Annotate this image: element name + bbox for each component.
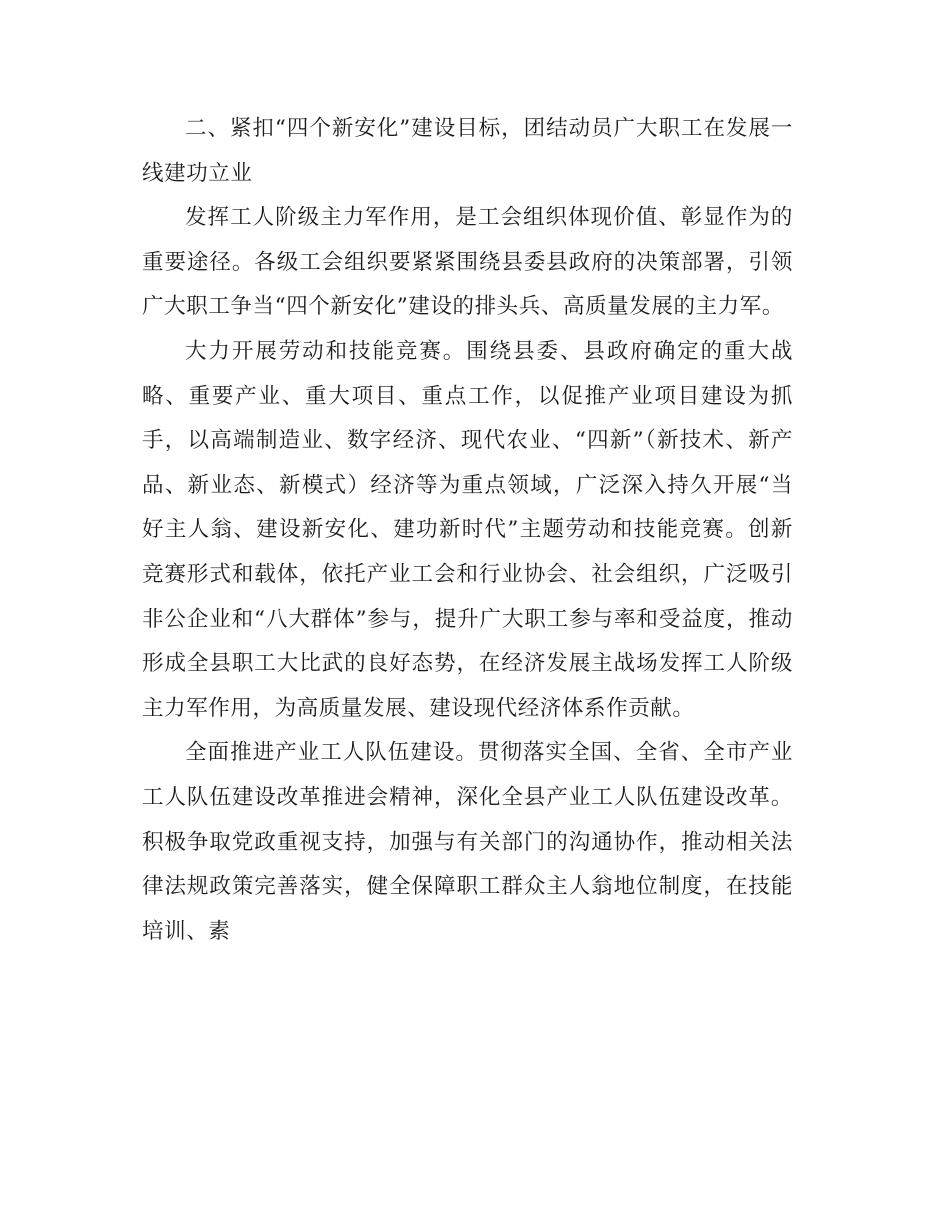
paragraph-labor-competition: 大力开展劳动和技能竞赛。围绕县委、县政府确定的重大战略、重要产业、重大项目、重点工作，以促推产业项目建设为抓手，以高端制造业、数字经济、现代农业、“四新”（新技术、新产品、新业态、新模式）经济等为重点领域，广泛深入持久开展“当好主人翁、建设新安化、建功新时代”主题劳动和技能竞赛。创新竞赛形式和载体，依托产业工会和行业协会、社会组织，广泛吸引非公企业和“八大群体”参与，提升广大职工参与率和受益度，推动形成全县职工大比武的良好态势，在经济发展主战场发挥工人阶级主力军作用，为高质量发展、建设现代经济体系作贡献。	[142, 338, 793, 721]
paragraph-industrial-workers: 全面推进产业工人队伍建设。贯彻落实全国、全省、全市产业工人队伍建设改革推进会精神，深化全县产业工人队伍建设改革。积极争取党政重视支持，加强与有关部门的沟通协作，推动相关法律法规政策完善落实，健全保障职工群众主人翁地位制度，在技能培训、素	[142, 740, 793, 944]
section-heading: 二、紧扣“四个新安化”建设目标，团结动员广大职工在发展一线建功立业	[142, 116, 793, 186]
document-body	[142, 107, 793, 954]
paragraph-intro: 发挥工人阶级主力军作用，是工会组织体现价值、彰显作为的重要途径。各级工会组织要紧紧围绕县委县政府的决策部署，引领广大职工争当“四个新安化”建设的排头兵、高质量发展的主力军。	[142, 205, 793, 320]
